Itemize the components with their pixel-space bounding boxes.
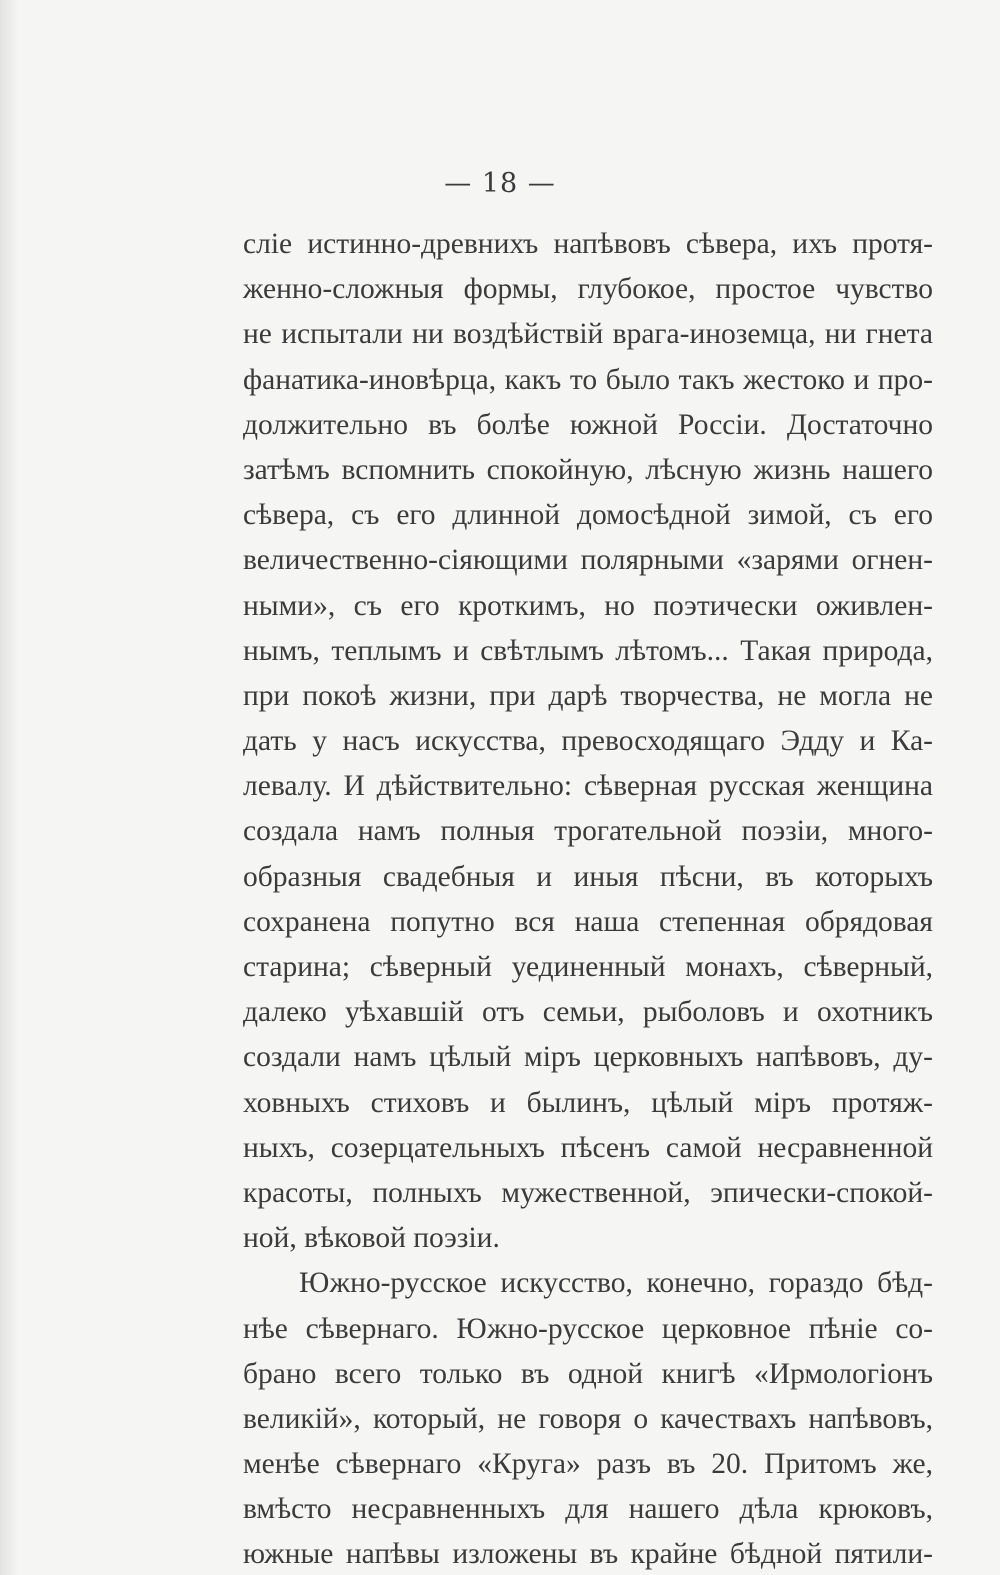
text-line: ными», съ его кроткимъ, но поэтически оживлен- [243, 589, 933, 622]
text-line: величественно-сіяющими полярными «зарями огнен- [243, 544, 933, 577]
text-line: левалу. И дѣйствительно: сѣверная русская женщина [243, 770, 933, 803]
text-line: сохранена попутно вся наша степенная обрядовая [243, 905, 933, 938]
paragraph-2 [243, 1261, 933, 1575]
paragraph-1 [243, 222, 933, 1261]
text-line: женно-сложныя формы, глубокое, простое чувство [243, 273, 933, 306]
text-line: сѣвера, съ его длинной домосѣдной зимой, съ его [243, 499, 933, 532]
body-text [243, 222, 933, 1575]
text-line: создали намъ цѣлый міръ церковныхъ напѣвовъ, ду- [243, 1041, 933, 1074]
text-line: ныхъ, созерцательныхъ пѣсенъ самой несравненной [243, 1131, 933, 1164]
text-line: южные напѣвы изложены въ крайне бѣдной пятили- [243, 1538, 933, 1571]
text-line: затѣмъ вспомнить спокойную, лѣсную жизнь нашего [243, 453, 933, 486]
text-line: не испытали ни воздѣйствій врага-иноземца, ни гнета [243, 318, 933, 351]
text-line: нымъ, теплымъ и свѣтлымъ лѣтомъ... Такая природа, [243, 634, 933, 667]
page-number: — 18 — [444, 168, 556, 199]
text-line: должительно въ болѣе южной Россіи. Достаточно [243, 408, 933, 441]
text-line: великій», который, не говоря о качествахъ напѣвовъ, [243, 1402, 933, 1435]
text-line: дать у насъ искусства, превосходящаго Эдду и Ка- [243, 725, 933, 758]
text-line: образныя свадебныя и иныя пѣсни, въ которыхъ [243, 860, 933, 893]
text-line: фанатика-иновѣрца, какъ то было такъ жестоко и про- [243, 363, 933, 396]
text-line: при покоѣ жизни, при дарѣ творчества, не могла не [243, 679, 933, 712]
text-line: нѣе сѣвернаго. Южно-русское церковное пѣніе со- [243, 1312, 933, 1345]
text-line: красоты, полныхъ мужественной, эпически-спокой- [243, 1176, 933, 1209]
text-line: вмѣсто несравненныхъ для нашего дѣла крюковъ, [243, 1493, 933, 1526]
text-line: Южно-русское искусство, конечно, гораздо бѣд- [299, 1267, 933, 1300]
text-line: ховныхъ стиховъ и былинъ, цѣлый міръ протяж- [243, 1086, 933, 1119]
text-line: создала намъ полныя трогательной поэзіи, много- [243, 815, 933, 848]
text-line: брано всего только въ одной книгѣ «Ирмологіонъ [243, 1357, 933, 1390]
text-line: далеко уѣхавшій отъ семьи, рыболовъ и охотникъ [243, 996, 933, 1029]
text-line: ной, вѣковой поэзіи. [243, 1222, 500, 1255]
text-line: старина; сѣверный уединенный монахъ, сѣверный, [243, 951, 933, 983]
text-line: менѣе сѣвернаго «Круга» разъ въ 20. Притомъ же, [243, 1448, 933, 1481]
text-line: сліе истинно-древнихъ напѣвовъ сѣвера, ихъ протя- [243, 228, 933, 260]
page-edge-shadow [0, 0, 18, 1575]
